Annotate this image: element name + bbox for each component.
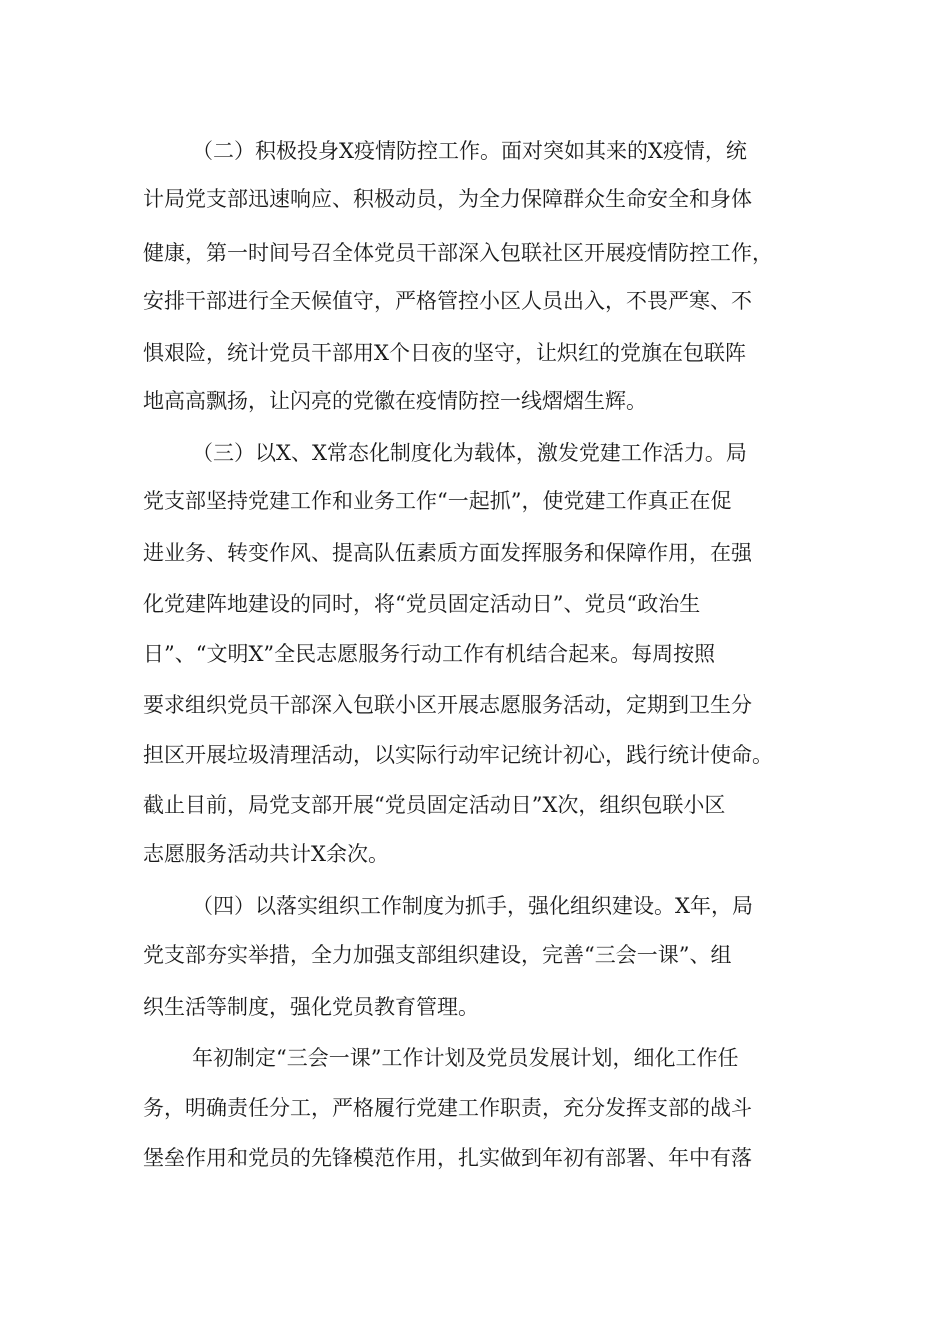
paragraph-line: 织生活等制度，强化党员教育管理。 bbox=[143, 995, 479, 1019]
paragraph-line: （二）积极投身X疫情防控工作。面对突如其来的X疫情，统 bbox=[192, 139, 747, 163]
paragraph-line: 健康，第一时间号召全体党员干部深入包联社区开展疫情防控工作， bbox=[143, 241, 773, 265]
paragraph-line: 堡垒作用和党员的先锋模范作用，扎实做到年初有部署、年中有落 bbox=[143, 1146, 752, 1170]
paragraph-line: 党支部夯实举措，全力加强支部组织建设，完善“三会一课”、组 bbox=[143, 943, 732, 967]
paragraph-line: 化党建阵地建设的同时，将“党员固定活动日”、党员“政治生 bbox=[143, 592, 701, 616]
paragraph-line: （三）以X、X常态化制度化为载体，激发党建工作活力。局 bbox=[192, 441, 747, 465]
paragraph-line: 年初制定“三会一课”工作计划及党员发展计划，细化工作任 bbox=[192, 1046, 739, 1070]
paragraph-line: 日”、“文明X”全民志愿服务行动工作有机结合起来。每周按照 bbox=[143, 642, 716, 666]
paragraph-line: 地高高飘扬，让闪亮的党徽在疫情防控一线熠熠生辉。 bbox=[143, 389, 647, 413]
paragraph-line: 进业务、转变作风、提高队伍素质方面发挥服务和保障作用，在强 bbox=[143, 541, 752, 565]
paragraph-line: 惧艰险，统计党员干部用X个日夜的坚守，让炽红的党旗在包联阵 bbox=[143, 341, 746, 365]
paragraph-line: （四）以落实组织工作制度为抓手，强化组织建设。X年，局 bbox=[192, 894, 753, 918]
paragraph-line: 担区开展垃圾清理活动，以实际行动牢记统计初心，践行统计使命。 bbox=[143, 743, 773, 767]
paragraph-line: 要求组织党员干部深入包联小区开展志愿服务活动，定期到卫生分 bbox=[143, 693, 752, 717]
paragraph-line: 务，明确责任分工，严格履行党建工作职责，充分发挥支部的战斗 bbox=[143, 1096, 752, 1120]
paragraph-line: 志愿服务活动共计X余次。 bbox=[143, 842, 389, 866]
paragraph-line: 截止目前，局党支部开展“党员固定活动日”X次，组织包联小区 bbox=[143, 793, 726, 817]
paragraph-line: 安排干部进行全天候值守，严格管控小区人员出入，不畏严寒、不 bbox=[143, 289, 752, 313]
paragraph-line: 党支部坚持党建工作和业务工作“一起抓”，使党建工作真正在促 bbox=[143, 489, 732, 513]
paragraph-line: 计局党支部迅速响应、积极动员，为全力保障群众生命安全和身体 bbox=[143, 187, 752, 211]
